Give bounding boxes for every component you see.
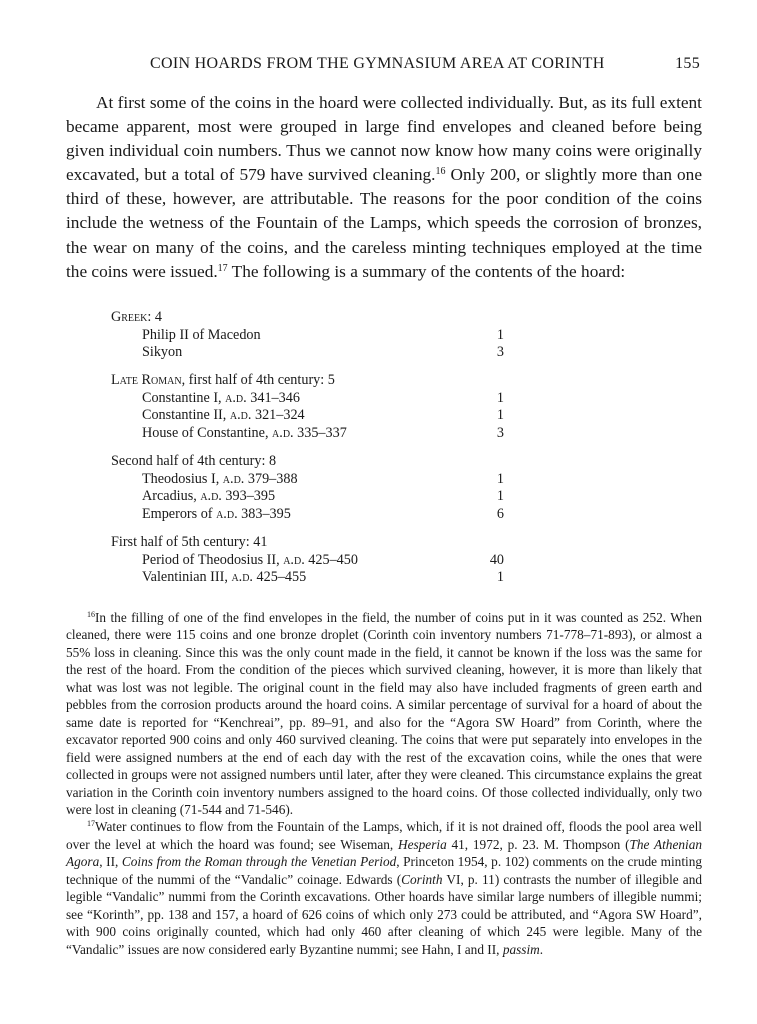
footnote-17 [66, 818, 702, 958]
footnote-ref-16[interactable]: 16 [435, 166, 446, 178]
footnote-text-part: Water continues to flow from the Fountain of the Lamps, which, if it is not drained off, floods the pool area well over the level at which the hoard was found; see Wiseman, [66, 819, 702, 852]
row-label: Period of Theodosius II, [142, 551, 284, 568]
summary-row [111, 569, 504, 587]
row-count: 1 [496, 488, 504, 505]
footnote-text: In the filling of one of the find envelopes in the field, the number of coins put in it was counted as 252. When cleaned, there were 115 coins and one bronze droplet (Corinth coin inventory numbers 71-778–71-893), or almost a 55% loss in cleaning. Since this was the only count made in the field, it cannot be known if the loss was the same for the rest of the hoard. From the condition of the pieces which survived cleaning, however, it is more than likely that what was lost was not legible. The original count in the field may also have included fragments of green earth and pebbles from the corrosion products around the hoard coins. A similar percentage of survival for a hoard of about the same date is reported for “Kenchreai”, pp. 89–91, and also for the “Agora SW Hoard” from Corinth, where the excavator reported 900 coins and only 460 survived cleaning. The coins that were put separately into envelopes in the field were assigned numbers at the end of each day with the rest of the excavation coins, while the ones that were collected in groups were not assigned numbers until later, after they were cleaned. This circumstance explains the great variation in the Corinth coin inventory numbers assigned to the hoard coins. Of those collected individually, only two were lost in cleaning (71-544 and 71-546). [66, 610, 702, 817]
row-date-range: 321–324 [251, 407, 305, 424]
group-heading-rest: : 4 [147, 309, 162, 325]
footnote-marker: 17 [87, 819, 95, 829]
summary-row [111, 471, 504, 489]
footnote-italic-title: The Athenian Agora [66, 836, 703, 870]
row-label: Valentinian III, [142, 569, 232, 586]
row-count: 40 [489, 551, 504, 568]
row-label: Sikyon [142, 344, 183, 361]
row-count: 6 [496, 505, 504, 522]
row-count: 3 [496, 344, 504, 361]
group-heading-rest: First half of 5th century: 41 [111, 534, 268, 551]
body-paragraph [66, 91, 702, 284]
row-date-era: a.d. [272, 425, 294, 442]
row-count: 1 [496, 470, 504, 487]
body-text-3: The following is a summary of the contents of the hoard: [227, 261, 626, 281]
row-date-era: a.d. [216, 505, 238, 522]
page-number: 155 [675, 55, 700, 72]
footnotes [66, 609, 702, 958]
summary-row [111, 506, 504, 524]
row-date-era: a.d. [231, 569, 253, 586]
summary-row [111, 390, 504, 408]
row-date-era: a.d. [229, 407, 252, 424]
row-label: Arcadius, [142, 488, 201, 505]
footnote-italic-title: Hesperia [397, 836, 447, 852]
summary-row [111, 407, 504, 425]
row-date-era: a.d. [225, 389, 247, 406]
summary-group-first-half-5th [111, 534, 504, 587]
row-label: Emperors of [142, 505, 217, 522]
group-heading-rest: , first half of 4th century: 5 [181, 372, 335, 389]
footnote-text-part: , II, [99, 854, 122, 870]
summary-group-greek [111, 309, 504, 362]
summary-row [111, 344, 504, 362]
row-date-era: a.d. [200, 488, 222, 505]
summary-group-late-roman [111, 372, 504, 442]
body-text-2: Only 200, or slightly more than one third of these, however, are attributable. The reasons for the poor condition of the coins include the wetness of the Fountain of the Lamps, which speeds the corrosion of bronzes, the wear on many of the coins, and the careless minting techniques employed at the time the coins were issued. [66, 165, 702, 281]
footnote-text-part: 41, 1972, p. 23. M. Thompson ( [446, 836, 630, 852]
summary-row [111, 327, 504, 345]
group-heading-smallcaps: Late Roman [111, 372, 182, 389]
row-date-range: 379–388 [244, 470, 298, 487]
group-heading-rest: Second half of 4th century: 8 [111, 453, 277, 470]
row-date-range: 425–450 [304, 551, 358, 568]
group-heading [111, 372, 504, 390]
group-heading [111, 309, 504, 327]
row-date-era: a.d. [283, 551, 305, 568]
group-heading-smallcaps: Greek [111, 309, 148, 325]
row-count: 3 [496, 425, 504, 442]
row-date-range: 425–455 [252, 569, 307, 586]
row-date-era: a.d. [222, 470, 245, 487]
row-label: Theodosius I, [142, 470, 223, 487]
row-label: Philip II of Macedon [142, 326, 261, 343]
body-text-1: At first some of the coins in the hoard were collected individually. But, as its full extent became apparent, most were grouped in large find envelopes and cleaned before being given individual coin numbers. Thus we cannot now know how many coins were originally excavated, but a total of 579 have survived cleaning. [66, 93, 702, 185]
row-date-range: 383–395 [237, 505, 291, 522]
row-date-range: 341–346 [246, 389, 300, 406]
summary-row [111, 488, 504, 506]
footnote-16 [66, 609, 702, 818]
summary-group-second-half-4th [111, 453, 504, 523]
row-date-range: 393–395 [221, 488, 276, 505]
footnote-text-part: . [539, 941, 544, 957]
running-header [150, 55, 700, 77]
group-heading [111, 453, 504, 471]
footnote-italic-title: Coins from the Roman through the Venetian Period [121, 854, 397, 870]
summary-row [111, 425, 504, 443]
row-count: 1 [496, 569, 504, 586]
footnote-text-part: VI, p. 11) contrasts the number of illegible and legible “Vandalic” nummi from the Corinth excavations. Other hoards have similar large numbers of illegible nummi; see “Korinth”, pp. 138 and 157, a hoard of 626 coins of which only 273 could be attributed, and “Agora SW Hoard”, with 900 coins originally counted, which had only 460 after cleaning of which 245 were legible. Many of the “Vandalic” issues are now considered early Byzantine nummi; see Hahn, I and II, [66, 871, 703, 957]
row-count: 1 [496, 389, 504, 406]
running-title: COIN HOARDS FROM THE GYMNASIUM AREA AT CORINTH [150, 55, 605, 72]
group-heading [111, 534, 504, 552]
summary-row [111, 552, 504, 570]
footnote-italic-term: passim [502, 941, 540, 957]
footnote-italic-title: Corinth [401, 871, 443, 887]
footnote-text-part: , Princeton 1954, p. 102) comments on the crude minting technique of the nummi of the “Vandalic” coinage. Edwards ( [66, 854, 702, 887]
row-count: 1 [496, 407, 504, 424]
row-date-range: 335–337 [293, 425, 347, 442]
hoard-summary-list [111, 309, 504, 597]
row-count: 1 [496, 326, 504, 343]
row-label: Constantine II, [142, 407, 230, 424]
footnote-ref-17[interactable]: 17 [217, 262, 228, 274]
row-label: House of Constantine, [142, 425, 273, 442]
row-label: Constantine I, [142, 389, 226, 406]
footnote-marker: 16 [87, 610, 95, 619]
